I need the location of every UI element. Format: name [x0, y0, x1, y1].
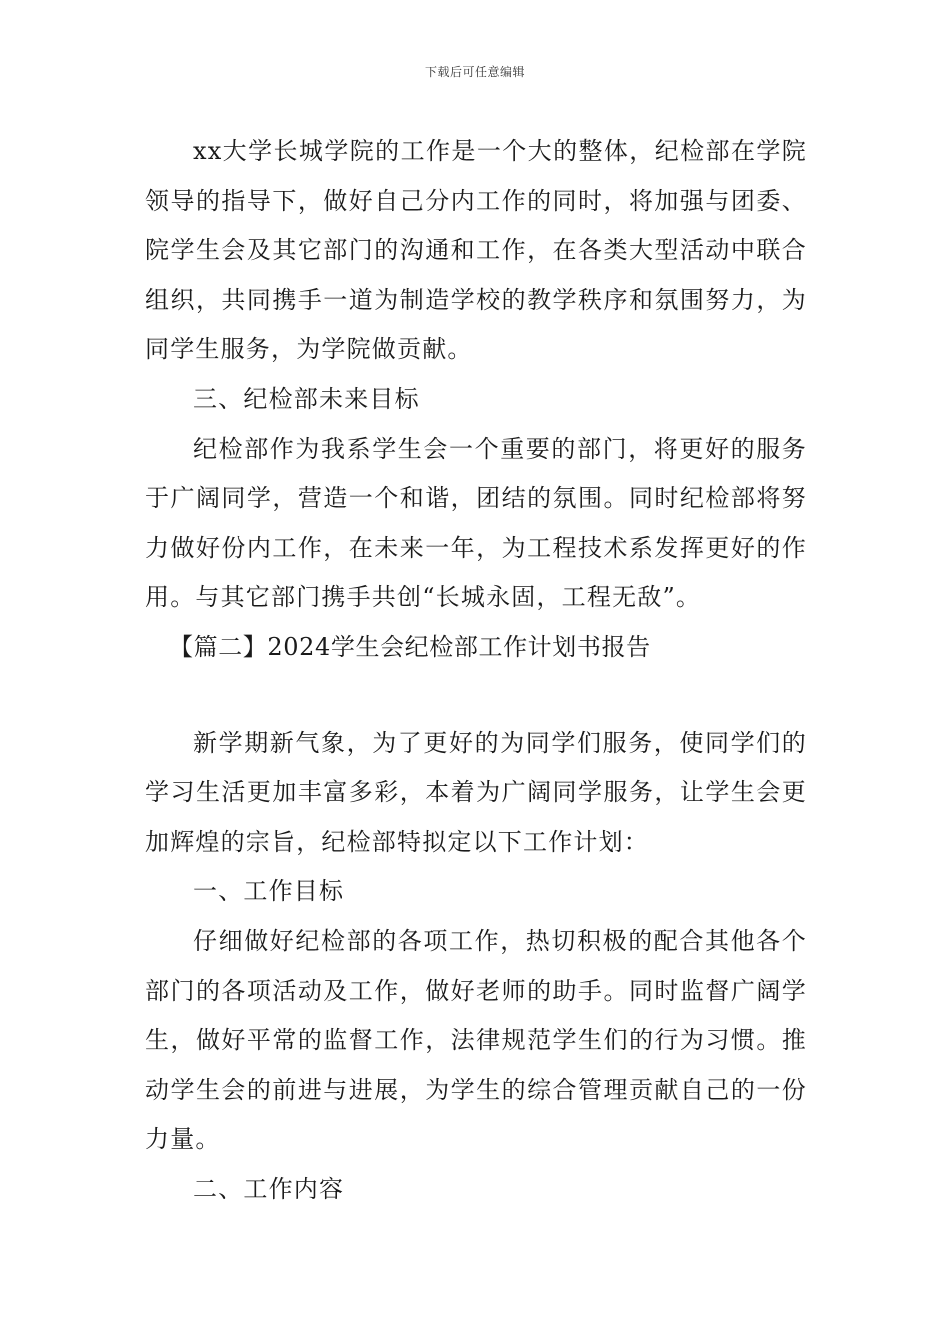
section-heading-work-goals: 一、工作目标 — [193, 877, 345, 906]
document-body — [145, 127, 807, 1214]
paragraph-new-semester: 新学期新气象，为了更好的为同学们服务，使同学们的学习生活更加丰富多彩，本着为广阔同学服务，让学生会更加辉煌的宗旨，纪检部特拟定以下工作计划： — [145, 728, 807, 856]
section-heading-future-goals: 三、纪检部未来目标 — [193, 384, 420, 413]
paragraph-department-role: 纪检部作为我系学生会一个重要的部门，将更好的服务于广阔同学，营造一个和谐，团结的氛围。同时纪检部将努力做好份内工作，在未来一年，为工程技术系发挥更好的作用。与其它部门携手共创“长城永固，工程无敌”。 — [145, 434, 807, 612]
blank-line — [145, 673, 807, 719]
section-heading-work-content: 二、工作内容 — [193, 1174, 345, 1203]
paragraph-college-work: xx大学长城学院的工作是一个大的整体，纪检部在学院领导的指导下，做好自己分内工作的同时，将加强与团委、院学生会及其它部门的沟通和工作，在各类大型活动中联合组织，共同携手一道为制造学校的教学秩序和氛围努力，为同学生服务，为学院做贡献。 — [145, 137, 807, 364]
article-title-part-two: 【篇二】2024学生会纪检部工作计划书报告 — [169, 632, 651, 661]
paragraph-work-goals: 仔细做好纪检部的各项工作，热切积极的配合其他各个部门的各项活动及工作，做好老师的助手。同时监督广阔学生，做好平常的监督工作，法律规范学生们的行为习惯。推动学生会的前进与进展，为学生的综合管理贡献自己的一份力量。 — [145, 926, 807, 1154]
page-header: 下载后可任意编辑 — [424, 65, 525, 79]
